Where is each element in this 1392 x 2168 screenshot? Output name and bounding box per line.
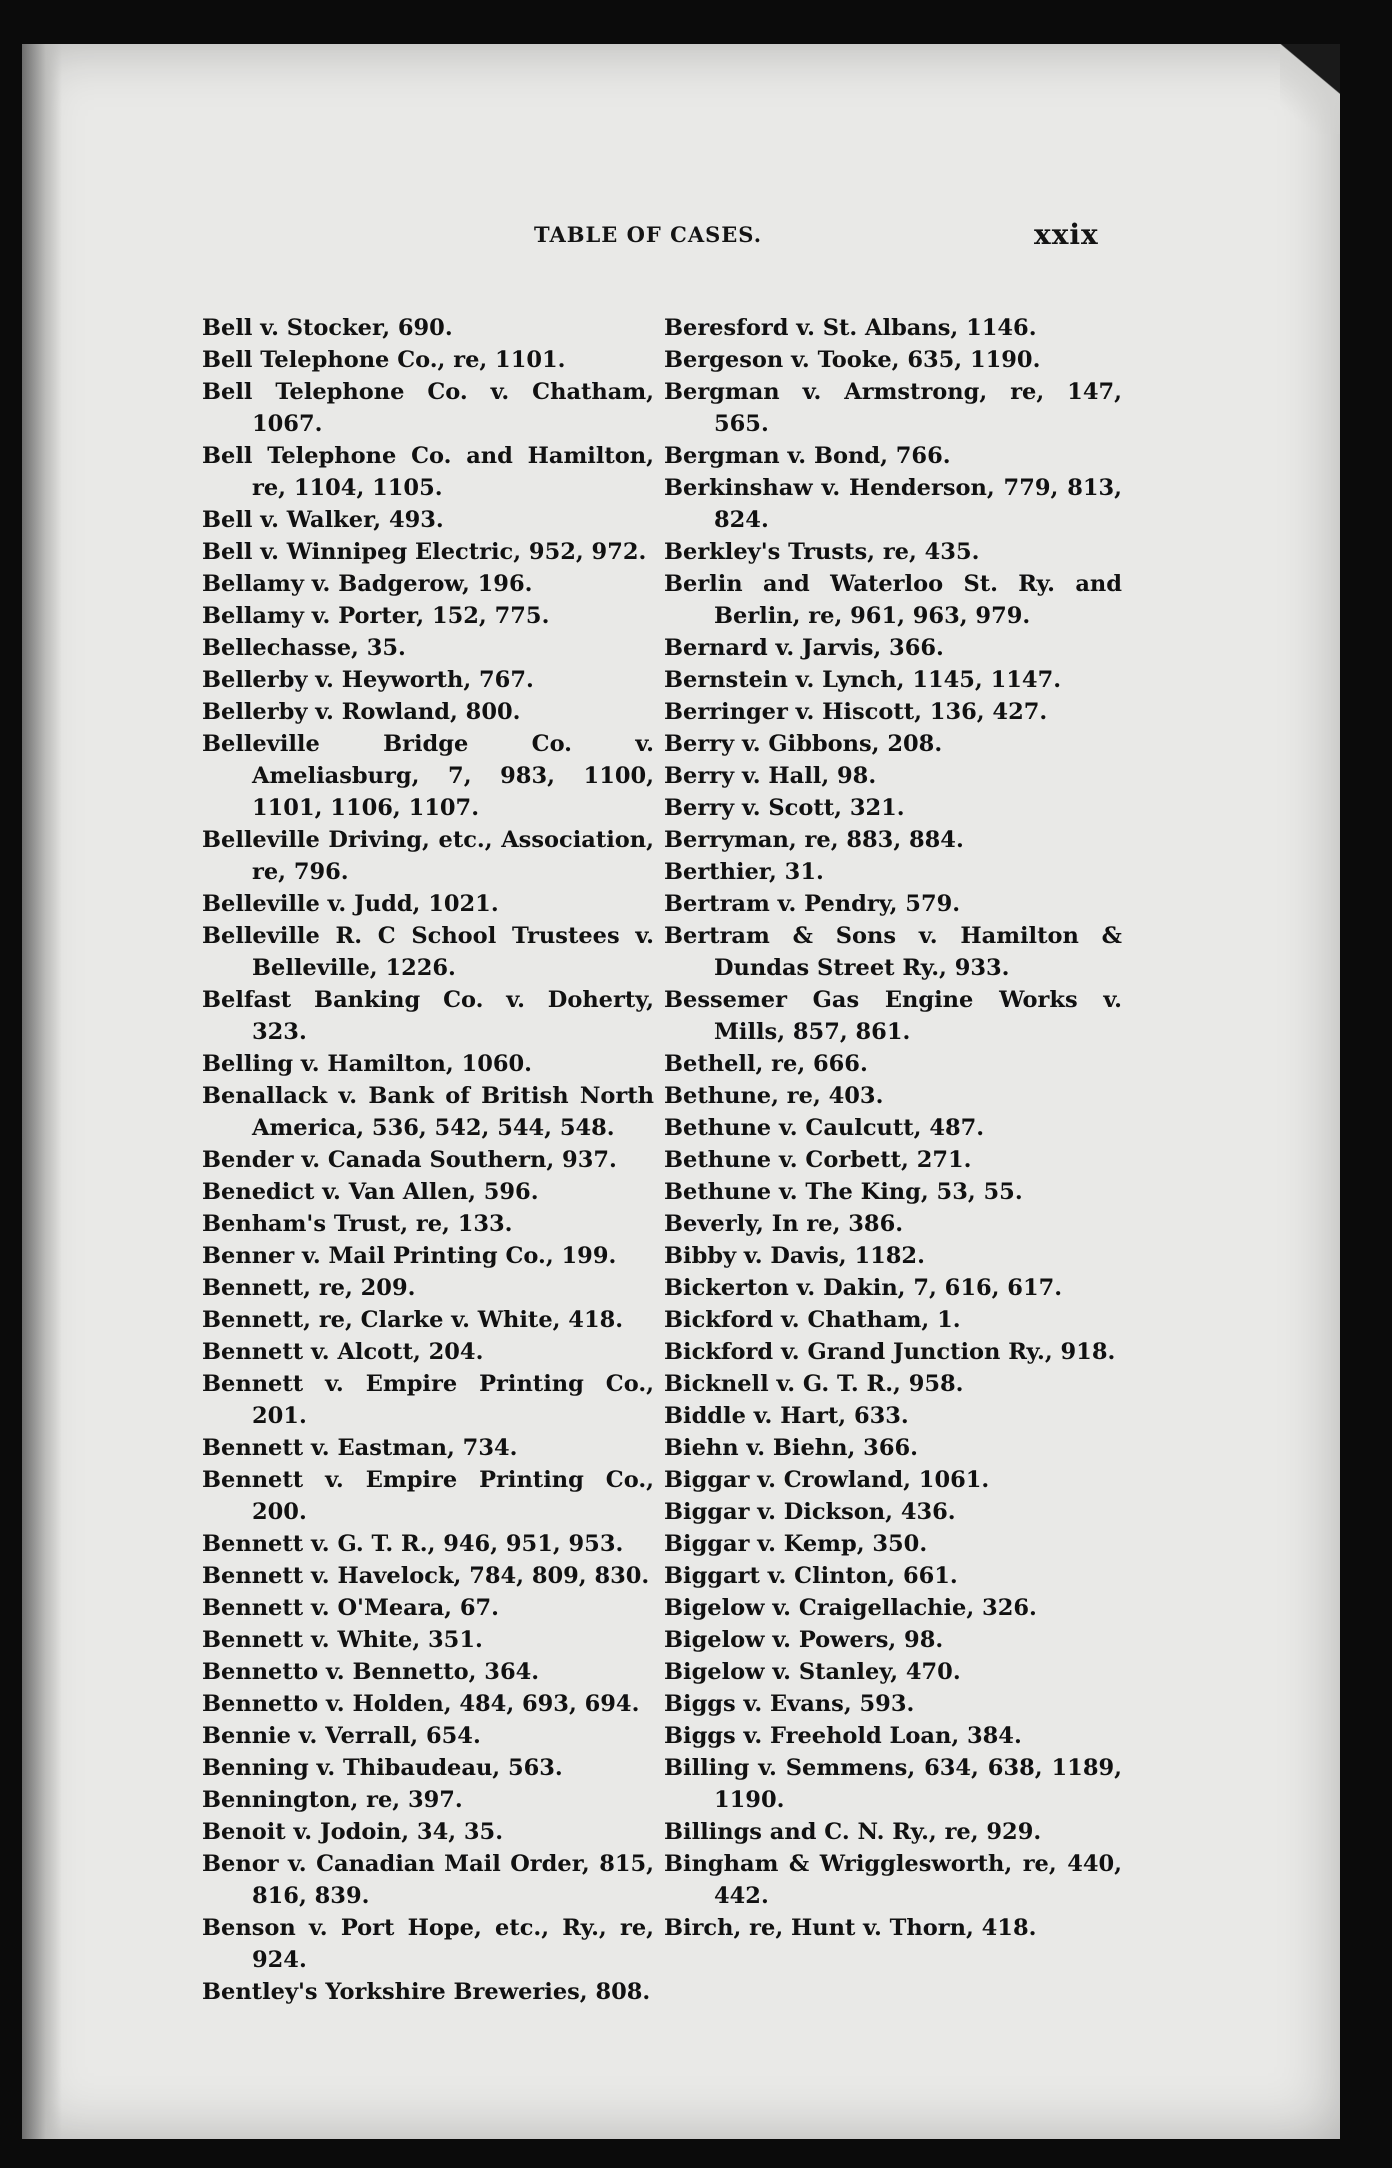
case-entry: Benallack v. Bank of British North America, 536, 542, 544, 548.	[202, 1083, 654, 1141]
case-entry: Berry v. Gibbons, 208.	[664, 731, 943, 757]
case-entry: Bender v. Canada Southern, 937.	[202, 1147, 617, 1173]
case-entry: Bell Telephone Co. and Hamilton, re, 1104, 1105.	[202, 443, 654, 501]
case-entry: Biggs v. Evans, 593.	[664, 1691, 915, 1717]
case-entry: Bertram v. Pendry, 579.	[664, 891, 961, 917]
case-entry: Benedict v. Van Allen, 596.	[202, 1179, 539, 1205]
case-entry: Bicknell v. G. T. R., 958.	[664, 1371, 964, 1397]
case-entry: Bergman v. Armstrong, re, 147, 565.	[664, 379, 1122, 437]
case-entry: Bethune v. The King, 53, 55.	[664, 1179, 1023, 1205]
case-entry: Bellamy v. Porter, 152, 775.	[202, 603, 550, 629]
case-entry: Bickerton v. Dakin, 7, 616, 617.	[664, 1275, 1063, 1301]
case-entry: Bethune v. Caulcutt, 487.	[664, 1115, 985, 1141]
case-entry: Bibby v. Davis, 1182.	[664, 1243, 925, 1269]
case-entry: Bennett v. White, 351.	[202, 1627, 483, 1653]
case-entry: Benor v. Canadian Mail Order, 815, 816, 839.	[202, 1851, 654, 1909]
case-entry: Beresford v. St. Albans, 1146.	[664, 315, 1037, 341]
case-entry: Bennett v. Alcott, 204.	[202, 1339, 484, 1365]
right-column	[664, 312, 1122, 1944]
case-entry: Belfast Banking Co. v. Doherty, 323.	[202, 987, 654, 1045]
case-entry: Berlin and Waterloo St. Ry. and Berlin, re, 961, 963, 979.	[664, 571, 1122, 629]
case-entry: Bickford v. Chatham, 1.	[664, 1307, 961, 1333]
case-entry: Bessemer Gas Engine Works v. Mills, 857, 861.	[664, 987, 1122, 1045]
case-entry: Berry v. Hall, 98.	[664, 763, 877, 789]
case-entry: Biehn v. Biehn, 366.	[664, 1435, 918, 1461]
case-entry: Bethell, re, 666.	[664, 1051, 868, 1077]
left-column	[202, 312, 654, 2008]
case-entry: Benoit v. Jodoin, 34, 35.	[202, 1819, 504, 1845]
case-entry: Bergman v. Bond, 766.	[664, 443, 951, 469]
case-entry: Bigelow v. Stanley, 470.	[664, 1659, 961, 1685]
case-entry: Bickford v. Grand Junction Ry., 918.	[664, 1339, 1116, 1365]
case-entry: Bertram & Sons v. Hamilton & Dundas Street Ry., 933.	[664, 923, 1122, 981]
case-entry: Bellerby v. Rowland, 800.	[202, 699, 521, 725]
case-entry: Bethune v. Corbett, 271.	[664, 1147, 972, 1173]
case-entry: Beverly, In re, 386.	[664, 1211, 904, 1237]
case-entry: Berkinshaw v. Henderson, 779, 813, 824.	[664, 475, 1122, 533]
case-entry: Bell Telephone Co., re, 1101.	[202, 347, 566, 373]
page-title: TABLE OF CASES.	[534, 222, 763, 247]
case-entry: Bigelow v. Craigellachie, 326.	[664, 1595, 1037, 1621]
case-entry: Bellamy v. Badgerow, 196.	[202, 571, 533, 597]
case-entry: Biggar v. Kemp, 350.	[664, 1531, 928, 1557]
case-entry: Bennett v. Empire Printing Co., 201.	[202, 1371, 654, 1429]
case-entry: Billings and C. N. Ry., re, 929.	[664, 1819, 1042, 1845]
case-entry: Benning v. Thibaudeau, 563.	[202, 1755, 563, 1781]
case-entry: Bell Telephone Co. v. Chatham, 1067.	[202, 379, 654, 437]
page-edge-shadow	[22, 44, 62, 2139]
page-corner-fold	[1280, 44, 1340, 134]
case-entry: Bennett v. Empire Printing Co., 200.	[202, 1467, 654, 1525]
case-entry: Belleville Driving, etc., Association, re, 796.	[202, 827, 654, 885]
case-entry: Biggart v. Clinton, 661.	[664, 1563, 958, 1589]
case-entry: Bingham & Wrigglesworth, re, 440, 442.	[664, 1851, 1122, 1909]
case-entry: Belleville R. C School Trustees v. Belleville, 1226.	[202, 923, 654, 981]
case-entry: Belling v. Hamilton, 1060.	[202, 1051, 532, 1077]
case-entry: Bennett, re, Clarke v. White, 418.	[202, 1307, 624, 1333]
case-entry: Bennett v. O'Meara, 67.	[202, 1595, 499, 1621]
case-entry: Benham's Trust, re, 133.	[202, 1211, 513, 1237]
case-entry: Bennett v. Eastman, 734.	[202, 1435, 518, 1461]
case-entry: Bergeson v. Tooke, 635, 1190.	[664, 347, 1041, 373]
book-page	[22, 44, 1340, 2139]
case-entry: Bennetto v. Holden, 484, 693, 694.	[202, 1691, 640, 1717]
case-entry: Bennington, re, 397.	[202, 1787, 463, 1813]
case-entry: Biddle v. Hart, 633.	[664, 1403, 909, 1429]
case-entry: Bethune, re, 403.	[664, 1083, 884, 1109]
case-entry: Bigelow v. Powers, 98.	[664, 1627, 944, 1653]
case-entry: Bellechasse, 35.	[202, 635, 406, 661]
case-entry: Benson v. Port Hope, etc., Ry., re, 924.	[202, 1915, 654, 1973]
case-entry: Biggs v. Freehold Loan, 384.	[664, 1723, 1022, 1749]
page-number: xxix	[1034, 218, 1099, 251]
case-entry: Bell v. Walker, 493.	[202, 507, 444, 533]
case-entry: Bennett, re, 209.	[202, 1275, 416, 1301]
case-entry: Birch, re, Hunt v. Thorn, 418.	[664, 1915, 1037, 1941]
case-entry: Bernard v. Jarvis, 366.	[664, 635, 944, 661]
case-entry: Bennie v. Verrall, 654.	[202, 1723, 481, 1749]
case-entry: Bellerby v. Heyworth, 767.	[202, 667, 534, 693]
case-entry: Berry v. Scott, 321.	[664, 795, 905, 821]
case-entry: Berringer v. Hiscott, 136, 427.	[664, 699, 1048, 725]
case-entry: Berkley's Trusts, re, 435.	[664, 539, 980, 565]
case-entry: Berthier, 31.	[664, 859, 824, 885]
case-entry: Benner v. Mail Printing Co., 199.	[202, 1243, 617, 1269]
case-entry: Bennetto v. Bennetto, 364.	[202, 1659, 540, 1685]
case-entry: Bell v. Stocker, 690.	[202, 315, 453, 341]
case-entry: Biggar v. Crowland, 1061.	[664, 1467, 990, 1493]
case-entry: Bernstein v. Lynch, 1145, 1147.	[664, 667, 1062, 693]
case-entry: Biggar v. Dickson, 436.	[664, 1499, 956, 1525]
case-entry: Bennett v. G. T. R., 946, 951, 953.	[202, 1531, 624, 1557]
case-entry: Bentley's Yorkshire Breweries, 808.	[202, 1979, 651, 2005]
case-entry: Bell v. Winnipeg Electric, 952, 972.	[202, 539, 647, 565]
case-entry: Billing v. Semmens, 634, 638, 1189, 1190.	[664, 1755, 1122, 1813]
case-entry: Berryman, re, 883, 884.	[664, 827, 964, 853]
case-entry: Belleville Bridge Co. v. Ameliasburg, 7, 983, 1100, 1101, 1106, 1107.	[202, 731, 654, 821]
case-entry: Belleville v. Judd, 1021.	[202, 891, 499, 917]
case-entry: Bennett v. Havelock, 784, 809, 830.	[202, 1563, 650, 1589]
running-header	[22, 218, 1340, 262]
